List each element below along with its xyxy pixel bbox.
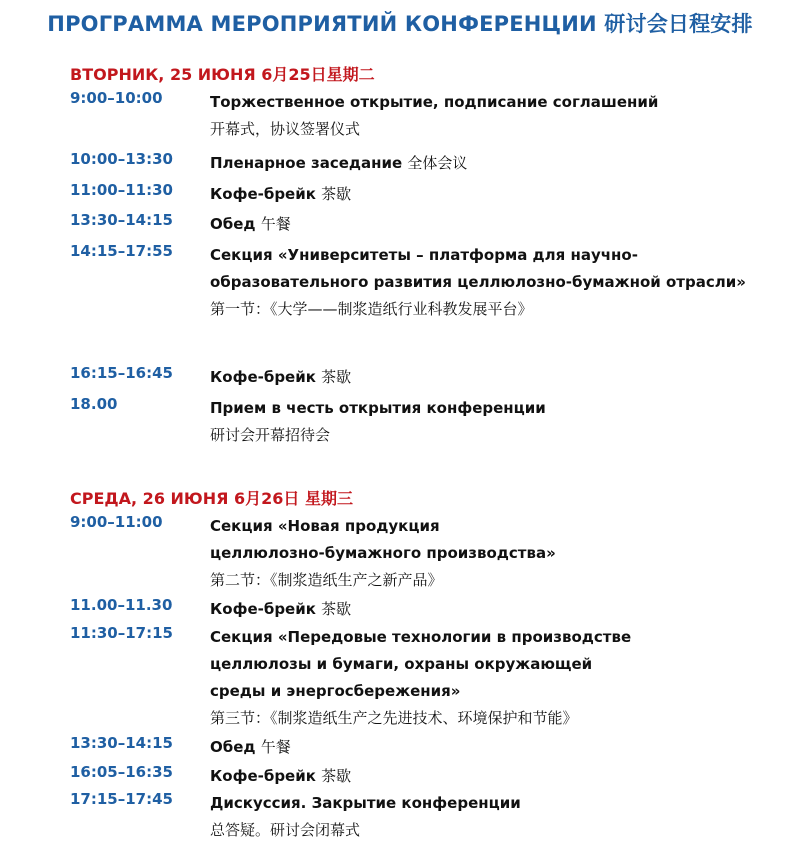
event-description (210, 364, 790, 391)
event-time: 9:00–11:00 (70, 513, 163, 531)
event-description (210, 596, 790, 623)
event-time: 17:15–17:45 (70, 790, 173, 808)
event-title-ru: Торжественное открытие, подписание соглашений (210, 93, 659, 111)
event-time: 11.00–11.30 (70, 596, 173, 614)
event-title-cn: 全体会议 (407, 154, 468, 172)
event-description (210, 211, 790, 238)
event-description (210, 395, 790, 449)
event-title-ru: Кофе-брейк (210, 368, 322, 386)
event-title-ru: Прием в честь открытия конференции (210, 399, 546, 417)
event-title-ru: Обед (210, 738, 261, 756)
event-title-ru: Кофе-брейк (210, 600, 322, 618)
event-title-cn: 茶歇 (321, 767, 352, 785)
event-time: 16:15–16:45 (70, 364, 173, 382)
event-title-ru: Секция «Новая продукция (210, 517, 440, 535)
event-title-cn: 第二节：《制浆造纸生产之新产品》 (210, 571, 443, 589)
event-title-cn: 午餐 (260, 215, 291, 233)
event-title-ru: Кофе-брейк (210, 767, 322, 785)
event-title-cn: 茶歇 (321, 600, 352, 618)
event-title-ru: Секция «Передовые технологии в производстве (210, 628, 632, 646)
event-description (210, 150, 790, 177)
day-header-wednesday: СРЕДА, 26 ИЮНЯ 6月26日 星期三 (70, 489, 353, 508)
event-description (210, 181, 790, 208)
event-title-ru: целлюлозно-бумажного производства» (210, 544, 556, 562)
event-title-cn: 茶歇 (321, 185, 352, 203)
event-description (210, 89, 790, 143)
event-time: 13:30–14:15 (70, 734, 173, 752)
event-title-cn: 第一节：《大学——制浆造纸行业科教发展平台》 (210, 300, 533, 318)
event-title-ru: Кофе-брейк (210, 185, 322, 203)
event-time: 13:30–14:15 (70, 211, 173, 229)
event-title-ru: Дискуссия. Закрытие конференции (210, 794, 521, 812)
event-title-cn: 茶歇 (321, 368, 352, 386)
event-time: 11:00–11:30 (70, 181, 173, 199)
event-title-cn: 开幕式，协议签署仪式 (210, 120, 361, 138)
event-time: 16:05–16:35 (70, 763, 173, 781)
event-description (210, 790, 790, 844)
event-description (210, 513, 790, 594)
event-time: 10:00–13:30 (70, 150, 173, 168)
page-title: ПРОГРАММА МЕРОПРИЯТИЙ КОНФЕРЕНЦИИ 研讨会日程安排 (47, 12, 753, 36)
event-title-cn: 研讨会开幕招待会 (210, 426, 331, 444)
event-title-ru: среды и энергосбережения» (210, 682, 461, 700)
event-time: 11:30–17:15 (70, 624, 173, 642)
event-title-cn: 总答疑。研讨会闭幕式 (210, 821, 361, 839)
event-time: 9:00–10:00 (70, 89, 163, 107)
event-title-cn: 第三节：《制浆造纸生产之先进技术、环境保护和节能》 (210, 709, 578, 727)
event-description (210, 763, 790, 790)
event-title-ru: Обед (210, 215, 261, 233)
event-description (210, 734, 790, 761)
event-title-ru: образовательного развития целлюлозно-бумажной отрасли» (210, 273, 746, 291)
event-title-ru: Пленарное заседание (210, 154, 408, 172)
day-header-tuesday: ВТОРНИК, 25 ИЮНЯ 6月25日星期二 (70, 65, 375, 84)
event-time: 18.00 (70, 395, 118, 413)
event-title-cn: 午餐 (260, 738, 291, 756)
event-time: 14:15–17:55 (70, 242, 173, 260)
event-title-ru: целлюлозы и бумаги, охраны окружающей (210, 655, 593, 673)
event-title-ru: Секция «Университеты – платформа для научно- (210, 246, 638, 264)
event-description (210, 242, 790, 323)
event-description (210, 624, 790, 732)
